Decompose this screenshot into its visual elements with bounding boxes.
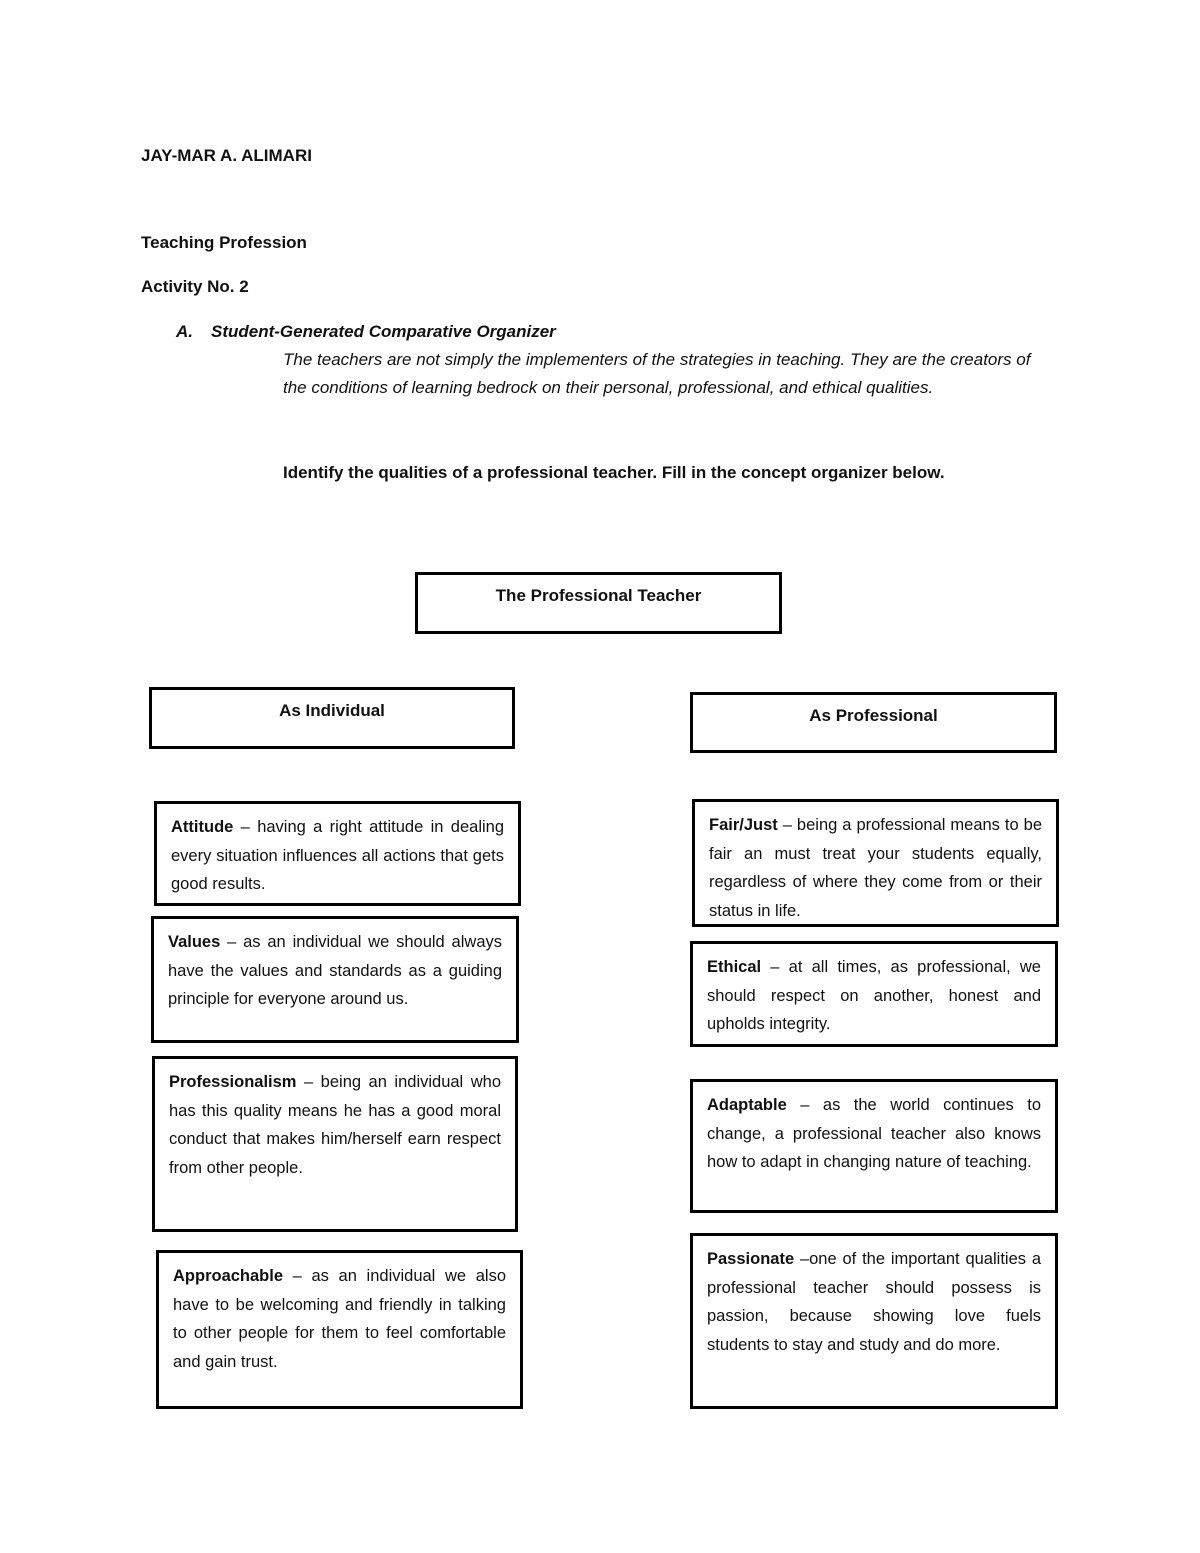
section-title: Student-Generated Comparative Organizer bbox=[211, 322, 556, 341]
course-title: Teaching Profession bbox=[141, 233, 307, 252]
quality-description: – as an individual we should always have the values and standards as a guiding principle for everyone around us. bbox=[168, 933, 502, 1008]
section-letter: A. bbox=[176, 322, 193, 341]
quality-description: – as an individual we also have to be welcoming and friendly in talking to other people for them to feel comfortable and gain trust. bbox=[173, 1267, 506, 1371]
instruction-text: Identify the qualities of a professional teacher. Fill in the concept organizer below. bbox=[283, 463, 945, 482]
individual-quality-card bbox=[151, 916, 519, 1043]
root-label: The Professional Teacher bbox=[495, 586, 702, 605]
quality-description: – as the world continues to change, a professional teacher also knows how to adapt in changing nature of teaching. bbox=[707, 1096, 1041, 1171]
quality-description: –one of the important qualities a professional teacher should possess is passion, because showing love fuels students to stay and study and do more. bbox=[707, 1250, 1041, 1354]
professional-quality-card bbox=[690, 1079, 1058, 1213]
professional-quality-card bbox=[690, 941, 1058, 1047]
quality-description: – being an individual who has this quality means he has a good moral conduct that makes him/herself earn respect from other people. bbox=[169, 1073, 501, 1177]
quality-term: Adaptable bbox=[707, 1096, 787, 1114]
individual-heading: As Individual bbox=[279, 701, 385, 720]
professional-quality-card bbox=[690, 1233, 1058, 1409]
quality-term: Professionalism bbox=[169, 1073, 297, 1091]
quality-description: – at all times, as professional, we should respect on another, honest and upholds integrity. bbox=[707, 958, 1041, 1033]
professional-quality-card bbox=[692, 799, 1059, 927]
individual-quality-card bbox=[156, 1250, 523, 1409]
quality-description: – being a professional means to be fair an must treat your students equally, regardless of where they come from or their status in life. bbox=[709, 816, 1042, 920]
quality-term: Values bbox=[168, 933, 221, 951]
quality-term: Attitude bbox=[171, 818, 234, 836]
activity-number: Activity No. 2 bbox=[141, 277, 249, 296]
individual-quality-card bbox=[154, 801, 521, 906]
quality-description: – having a right attitude in dealing every situation influences all actions that gets good results. bbox=[171, 818, 504, 893]
individual-quality-card bbox=[152, 1056, 518, 1232]
professional-heading: As Professional bbox=[809, 706, 938, 725]
section-description: The teachers are not simply the implementers of the strategies in teaching. They are the creators of the conditions of learning bedrock on their personal, professional, and ethical qualities. bbox=[283, 350, 1031, 397]
quality-term: Ethical bbox=[707, 958, 762, 976]
professional-heading-box bbox=[690, 692, 1057, 753]
root-box bbox=[415, 572, 782, 634]
author-name: JAY-MAR A. ALIMARI bbox=[141, 146, 312, 165]
individual-heading-box bbox=[149, 687, 515, 749]
quality-term: Passionate bbox=[707, 1250, 795, 1268]
quality-term: Fair/Just bbox=[709, 816, 778, 834]
quality-term: Approachable bbox=[173, 1267, 284, 1285]
